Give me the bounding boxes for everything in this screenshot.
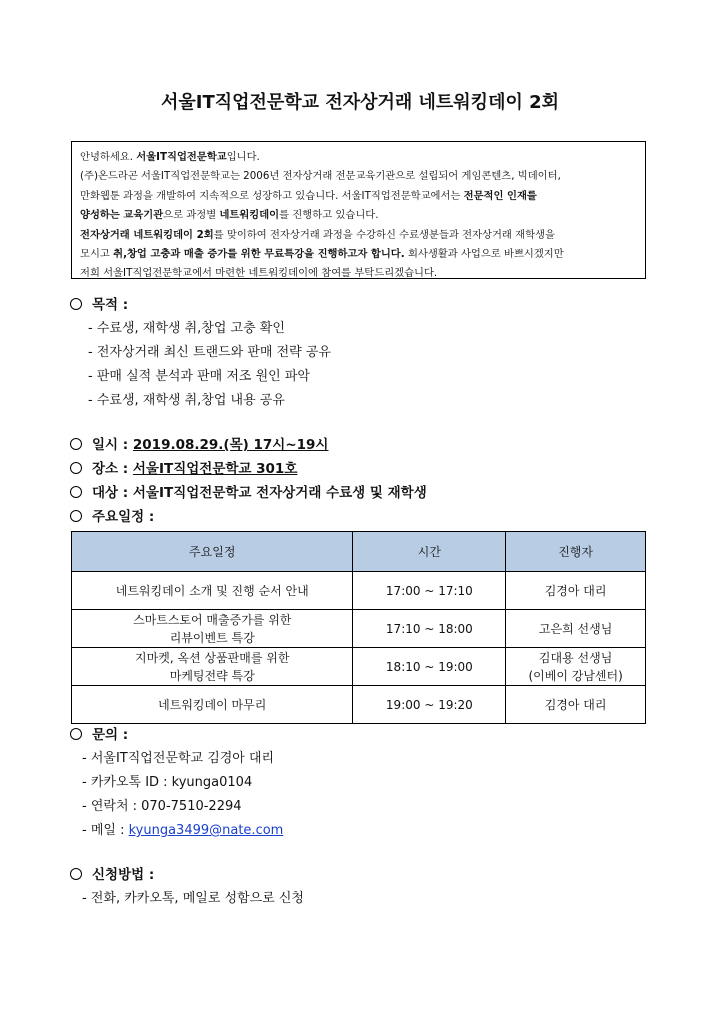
intro-text: 안녕하세요. — [80, 151, 137, 163]
event-cell: 스마트스토어 매출증가를 위한 리뷰이벤트 특강 — [72, 610, 353, 648]
intro-text: 만화웹툰 과정을 개발하여 지속적으로 성장하고 있습니다. 서울IT직업전문학교에서는 — [80, 189, 464, 202]
target-line: 대상 : 서울IT직업전문학교 전자상거래 수료생 및 재학생 — [70, 481, 427, 501]
time-cell: 17:00 ~ 17:10 — [353, 572, 506, 610]
intro-bold: 서울IT직업전문학교 — [136, 151, 227, 163]
contact-heading: 문의 : — [70, 723, 128, 743]
table-row — [72, 686, 646, 724]
purpose-item: - 판매 실적 분석과 판매 저조 원인 파악 — [88, 369, 310, 384]
intro-bold: 양성하는 교육기관 — [80, 209, 164, 222]
contact-item: - 카카오톡 ID : kyunga0104 — [82, 775, 253, 790]
intro-bold: 전자상거래 네트워킹데이 2회 — [80, 228, 214, 241]
column-header: 시간 — [353, 532, 506, 572]
circle-bullet-icon — [70, 462, 82, 474]
date-line: 일시 : 2019.08.29.(목) 17시~19시 — [70, 433, 328, 453]
column-header: 주요일정 — [72, 532, 353, 572]
circle-bullet-icon — [70, 298, 82, 310]
purpose-item: - 수료생, 재학생 취,창업 고충 확인 — [88, 321, 285, 336]
table-header-row — [72, 532, 646, 572]
target-value: 서울IT직업전문학교 전자상거래 수료생 및 재학생 — [132, 485, 427, 501]
contact-email-line: - 메일 : kyunga3499@nate.com — [82, 823, 284, 838]
intro-text: 회사생활과 사업으로 바쁘시겠지만 — [404, 248, 564, 261]
place-line: 장소 : 서울IT직업전문학교 301호 — [70, 457, 297, 477]
event-cell: 네트워킹데이 마무리 — [72, 686, 353, 724]
circle-bullet-icon — [70, 868, 82, 880]
intro-box — [71, 141, 646, 279]
column-header: 진행자 — [506, 532, 646, 572]
event-cell: 네트워킹데이 소개 및 진행 순서 안내 — [72, 572, 353, 610]
host-cell: 고은희 선생님 — [506, 610, 646, 648]
intro-text: 입니다. — [226, 151, 260, 163]
table-row — [72, 610, 646, 648]
email-link[interactable]: kyunga3499@nate.com — [128, 823, 284, 838]
page-title: 서울IT직업전문학교 전자상거래 네트워킹데이 2회 — [160, 92, 560, 113]
intro-bold: 전문적인 인재를 — [463, 189, 537, 202]
intro-text: 으로 과정별 — [163, 209, 220, 222]
place-value: 서울IT직업전문학교 301호 — [132, 461, 298, 477]
intro-bold: 취,창업 고충과 매출 증가를 위한 무료특강을 진행하고자 합니다. — [113, 248, 405, 261]
schedule-table — [71, 531, 646, 724]
purpose-item: - 수료생, 재학생 취,창업 내용 공유 — [88, 393, 285, 408]
apply-heading: 신청방법 : — [70, 863, 154, 883]
host-cell: 김경아 대리 — [506, 686, 646, 724]
intro-text: 를 맞이하여 전자상거래 과정을 수강하신 수료생분들과 전자상거래 재학생을 — [213, 228, 555, 241]
date-value: 2019.08.29.(목) 17시~19시 — [132, 437, 329, 453]
intro-bold: 네트워킹데이 — [219, 209, 280, 222]
time-cell: 18:10 ~ 19:00 — [353, 648, 506, 686]
intro-text: 를 진행하고 있습니다. — [279, 209, 379, 222]
contact-item: - 연락처 : 070-7510-2294 — [82, 799, 242, 814]
intro-text: 저희 서울IT직업전문학교에서 마련한 네트워킹데이에 참여를 부탁드리겠습니다. — [80, 267, 438, 280]
purpose-heading: 목적 : — [70, 293, 128, 313]
circle-bullet-icon — [70, 486, 82, 498]
circle-bullet-icon — [70, 728, 82, 740]
table-row — [72, 572, 646, 610]
circle-bullet-icon — [70, 510, 82, 522]
contact-item: - 서울IT직업전문학교 김경아 대리 — [82, 751, 275, 766]
purpose-item: - 전자상거래 최신 트랜드와 판매 전략 공유 — [88, 345, 331, 360]
intro-text: (주)온드라곤 서울IT직업전문학교는 2006년 전자상거래 전문교육기관으로 설립되어 게임콘텐츠, 빅데이터, — [80, 170, 561, 183]
host-cell: 김경아 대리 — [506, 572, 646, 610]
apply-item: - 전화, 카카오톡, 메일로 성함으로 신청 — [82, 891, 304, 906]
host-cell: 김대용 선생님 (이베이 강남센터) — [506, 648, 646, 686]
time-cell: 17:10 ~ 18:00 — [353, 610, 506, 648]
circle-bullet-icon — [70, 438, 82, 450]
intro-text: 모시고 — [80, 248, 114, 261]
event-cell: 지마켓, 옥션 상품판매를 위한 마케팅전략 특강 — [72, 648, 353, 686]
schedule-heading: 주요일정 : — [70, 505, 154, 525]
time-cell: 19:00 ~ 19:20 — [353, 686, 506, 724]
table-row — [72, 648, 646, 686]
